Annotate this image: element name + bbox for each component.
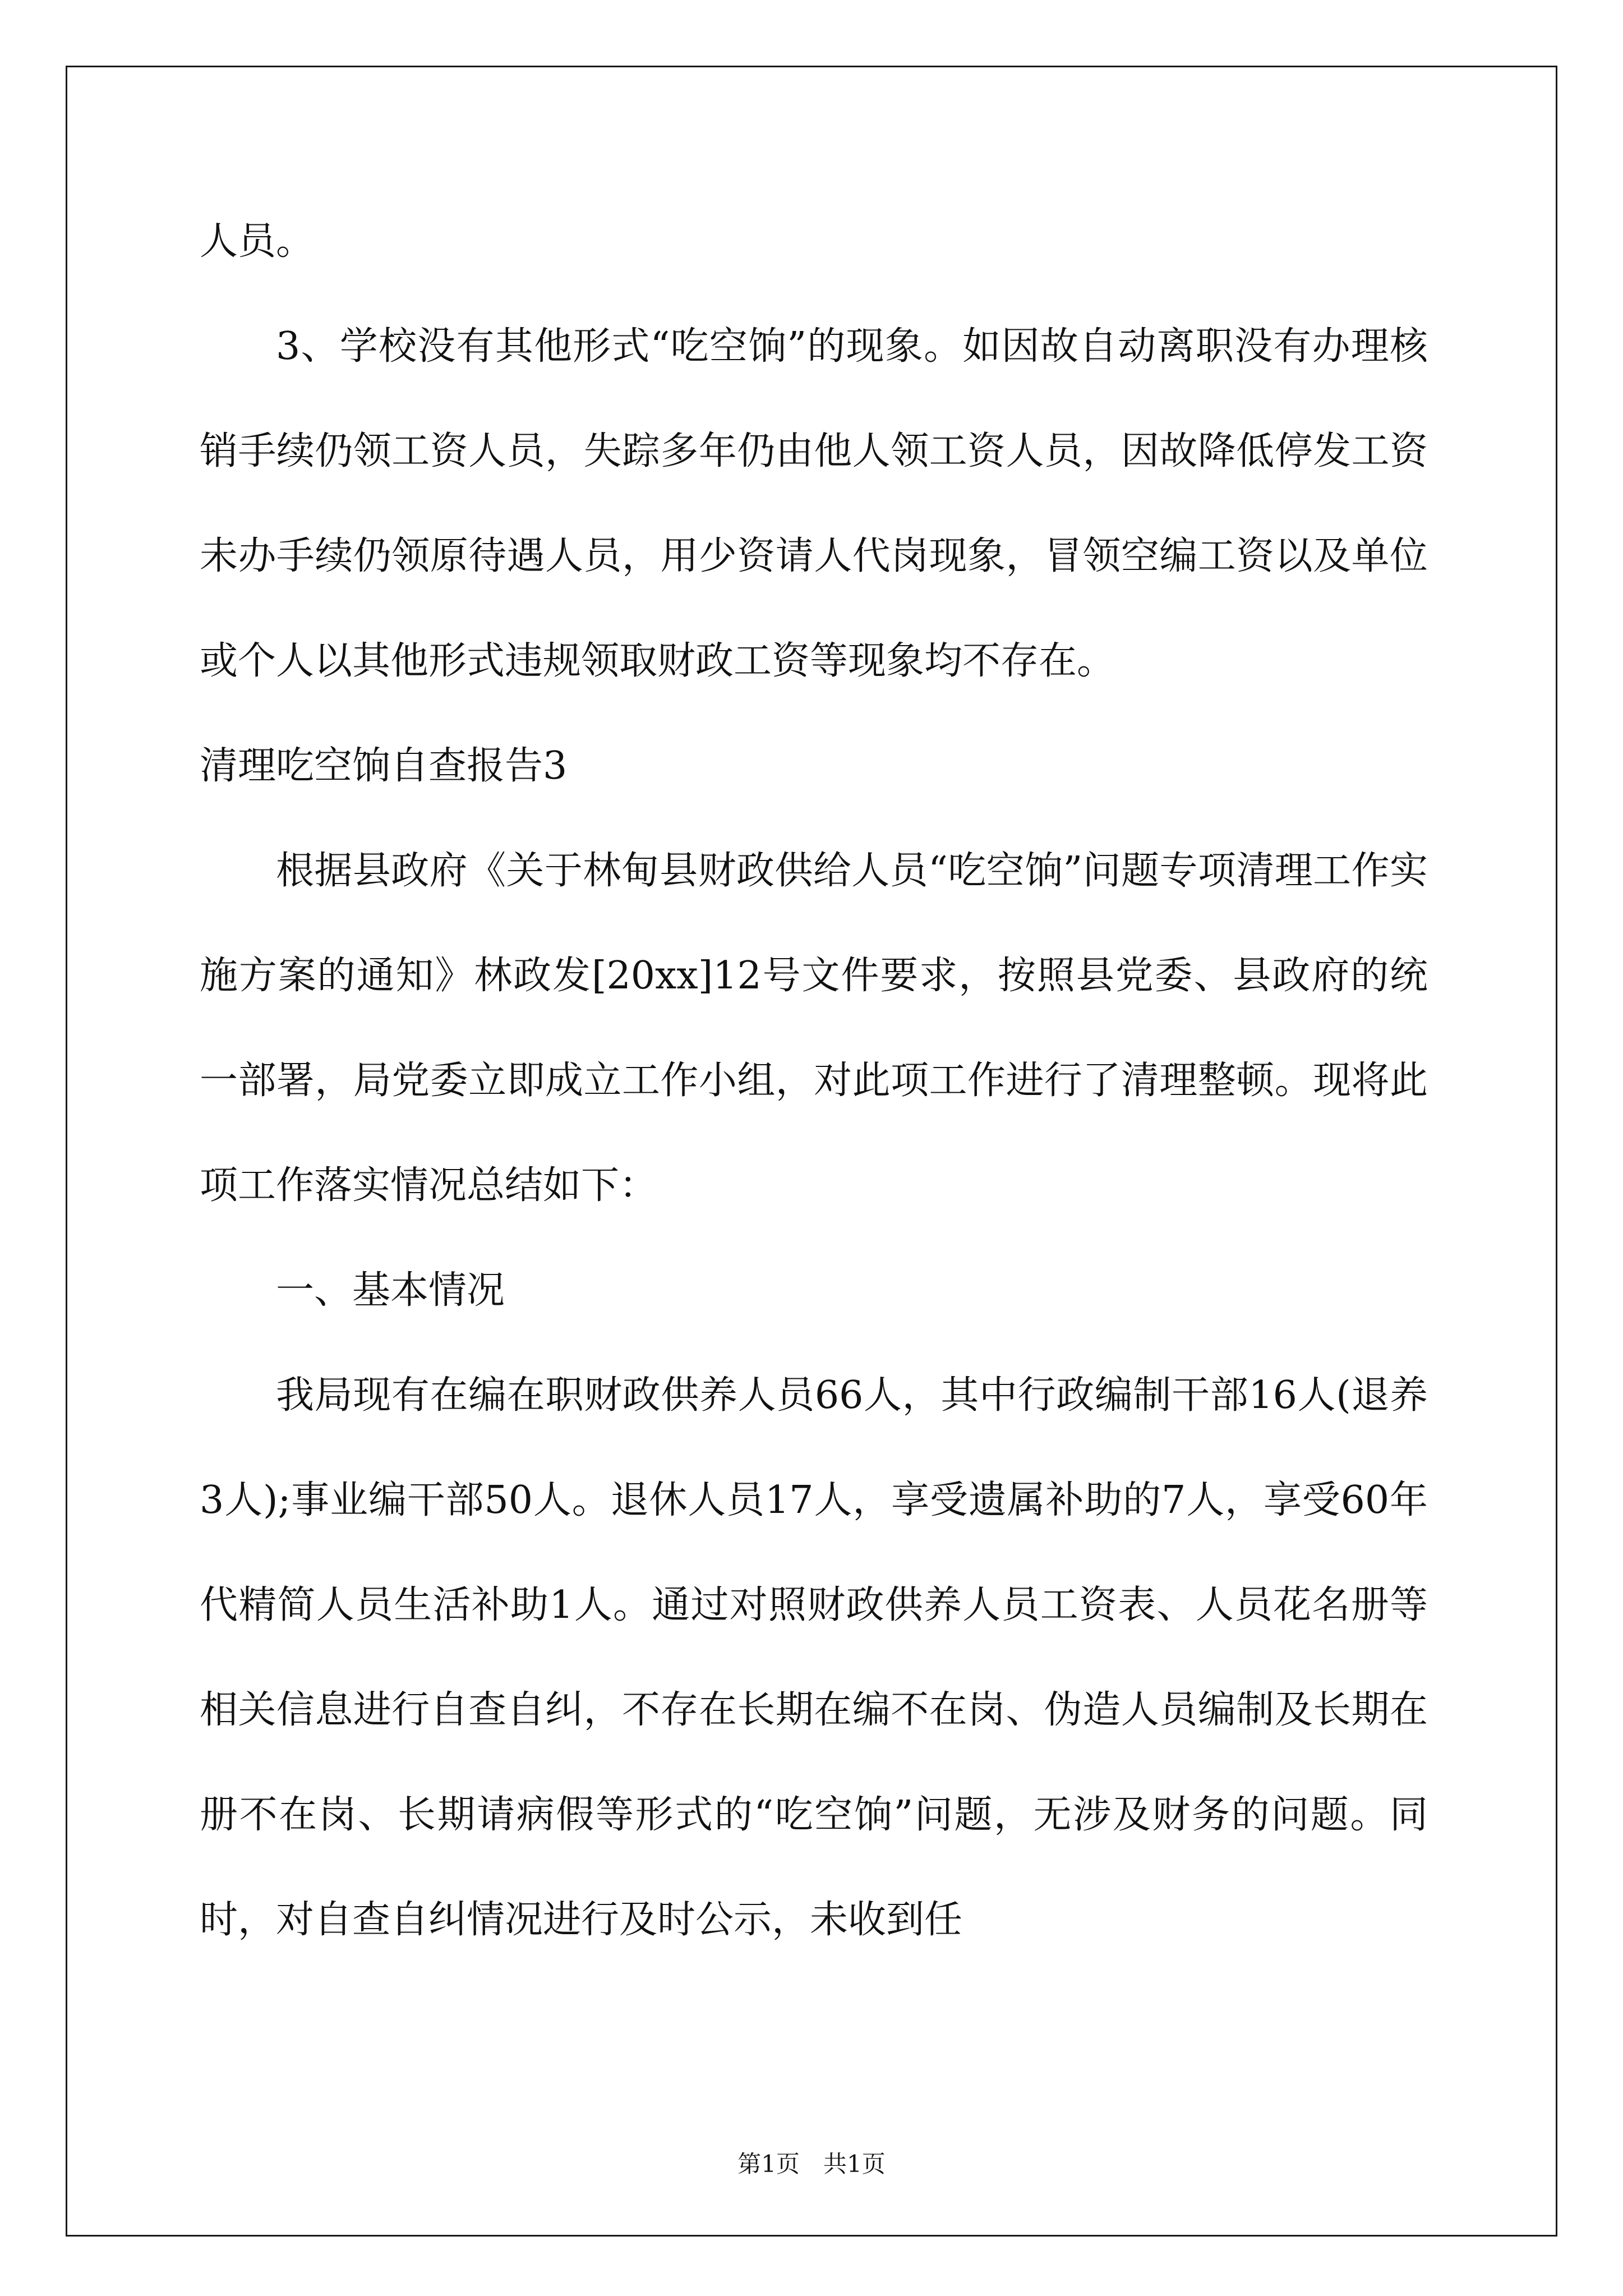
section-heading: 清理吃空饷自查报告3 [200,744,568,788]
paragraph-basic-situation: 我局现有在编在职财政供养人员66人，其中行政编制干部16人(退养3人);事业编干部50人。退休人员17人，享受遗属补助的7人，享受60年代精简人员生活补助1人。通过对照财政供养人员工资表、人员花名册等相关信息进行自查自纠，不存在长期在编不在岗、伪造人员编制及长期在册不在岗、长期请病假等形式的“吃空饷”问题，无涉及财务的问题。同时，对自查自纠情况进行及时公示，未收到任 [200,1373,1428,1942]
page-number-footer: 第1页 共1页 [737,2150,886,2178]
paragraph-item-3: 3、学校没有其他形式“吃空饷”的现象。如因故自动离职没有办理核销手续仍领工资人员，失踪多年仍由他人领工资人员，因故降低停发工资未办手续仍领原待遇人员，用少资请人代岗现象，冒领空编工资以及单位或个人以其他形式违规领取财政工资等现象均不存在。 [200,324,1428,683]
paragraph-continuation: 人员。 [200,219,315,264]
paragraph-intro: 根据县政府《关于林甸县财政供给人员“吃空饷”问题专项清理工作实施方案的通知》林政发[20xx]12号文件要求，按照县党委、县政府的统一部署，局党委立即成立工作小组，对此项工作进行了清理整顿。现将此项工作落实情况总结如下： [200,849,1428,1208]
document-body [200,189,1428,1972]
subheading-basic-situation: 一、基本情况 [276,1268,505,1313]
